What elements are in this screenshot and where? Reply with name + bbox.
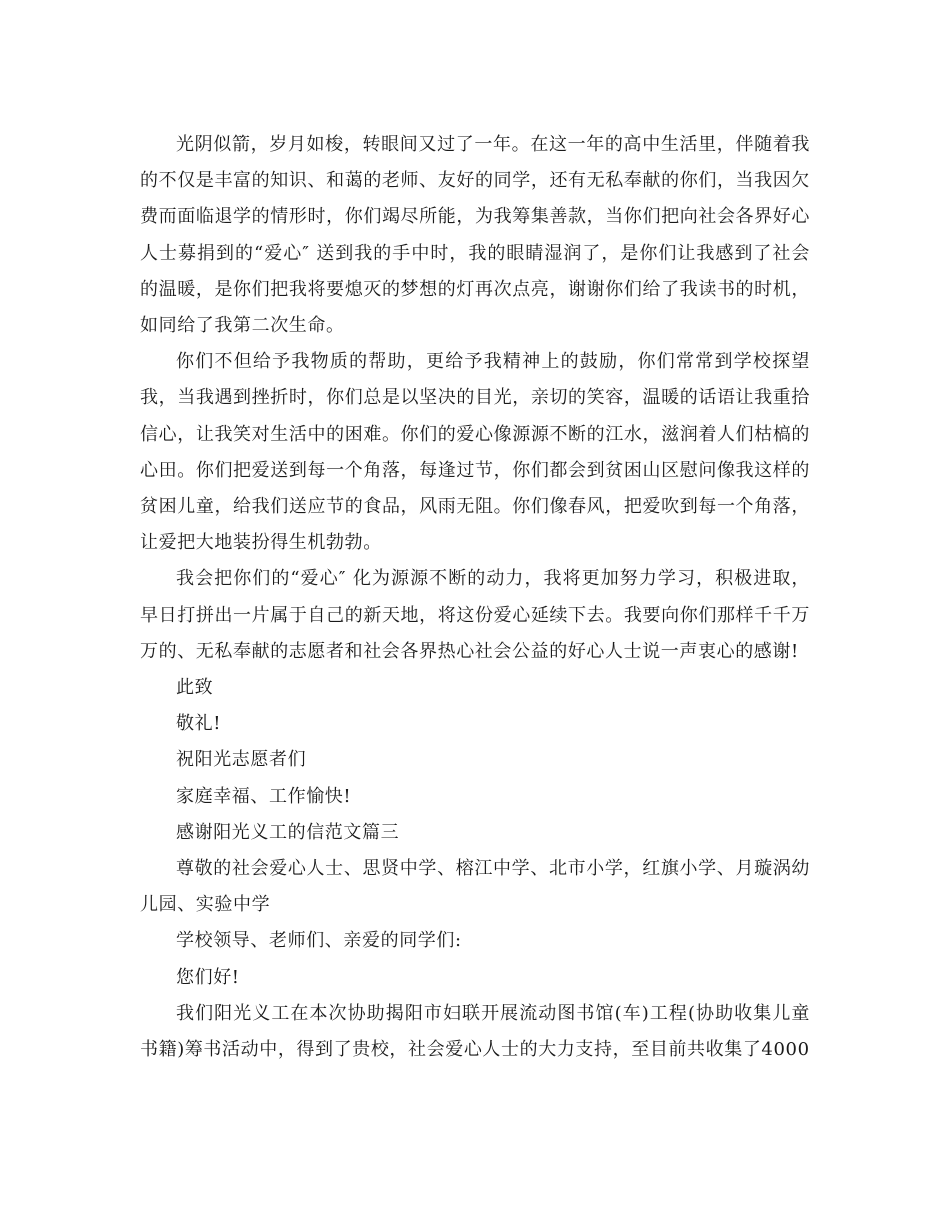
paragraph-gratitude: 光阴似箭，岁月如梭，转眼间又过了一年。在这一年的高中生活里，伴随着我的不仅是丰富的知识、和蔼的老师、友好的同学，还有无私奉献的你们，当我因欠费而面临退学的情形时，你们竭尽所能，为我筹集善款，当你们把向社会各界好心人士募捐到的“爱心″ 送到我的手中时，我的眼睛湿润了，是你们让我感到了社会的温暖，是你们把我将要熄灭的梦想的灯再次点亮，谢谢你们给了我读书的时机，如同给了我第二次生命。 bbox=[140, 134, 810, 337]
addressees: 尊敬的社会爱心人士、思贤中学、榕江中学、北市小学，红旗小学、月璇涡幼儿园、实验中学 bbox=[140, 858, 810, 916]
section-title: 感谢阳光义工的信范文篇三 bbox=[176, 821, 400, 843]
closing-jing-li: 敬礼! bbox=[176, 713, 222, 735]
addressees-secondary: 学校领导、老师们、亲爱的同学们: bbox=[176, 930, 462, 952]
closing-ci-zhi: 此致 bbox=[176, 677, 214, 699]
closing-wish-to: 祝阳光志愿者们 bbox=[176, 749, 307, 771]
paragraph-promise: 我会把你们的“爱心″ 化为源源不断的动力，我将更加努力学习，积极进取，早日打拼出一片属于自己的新天地，将这份爱心延续下去。我要向你们那样千千万万的、无私奉献的志愿者和社会各界热心社会公益的好心人士说一声衷心的感谢! bbox=[140, 568, 810, 662]
letter-body bbox=[140, 127, 810, 1068]
closing-wish: 家庭幸福、工作愉快! bbox=[176, 785, 352, 807]
body-start: 我们阳光义工在本次协助揭阳市妇联开展流动图书馆(车)工程(协助收集儿童书籍)筹书活动中，得到了贵校，社会爱心人士的大力支持，至目前共收集了4000 bbox=[140, 1002, 810, 1061]
greeting: 您们好! bbox=[176, 966, 240, 988]
paragraph-encouragement: 你们不但给予我物质的帮助，更给予我精神上的鼓励，你们常常到学校探望我，当我遇到挫折时，你们总是以坚决的目光，亲切的笑容，温暖的话语让我重拾信心，让我笑对生活中的困难。你们的爱心像源源不断的江水，滋润着人们枯槁的心田。你们把爱送到每一个角落，每逢过节，你们都会到贫困山区慰问像我这样的贫困儿童，给我们送应节的食品，风雨无阻。你们像春风，把爱吹到每一个角落，让爱把大地装扮得生机勃勃。 bbox=[140, 351, 810, 554]
